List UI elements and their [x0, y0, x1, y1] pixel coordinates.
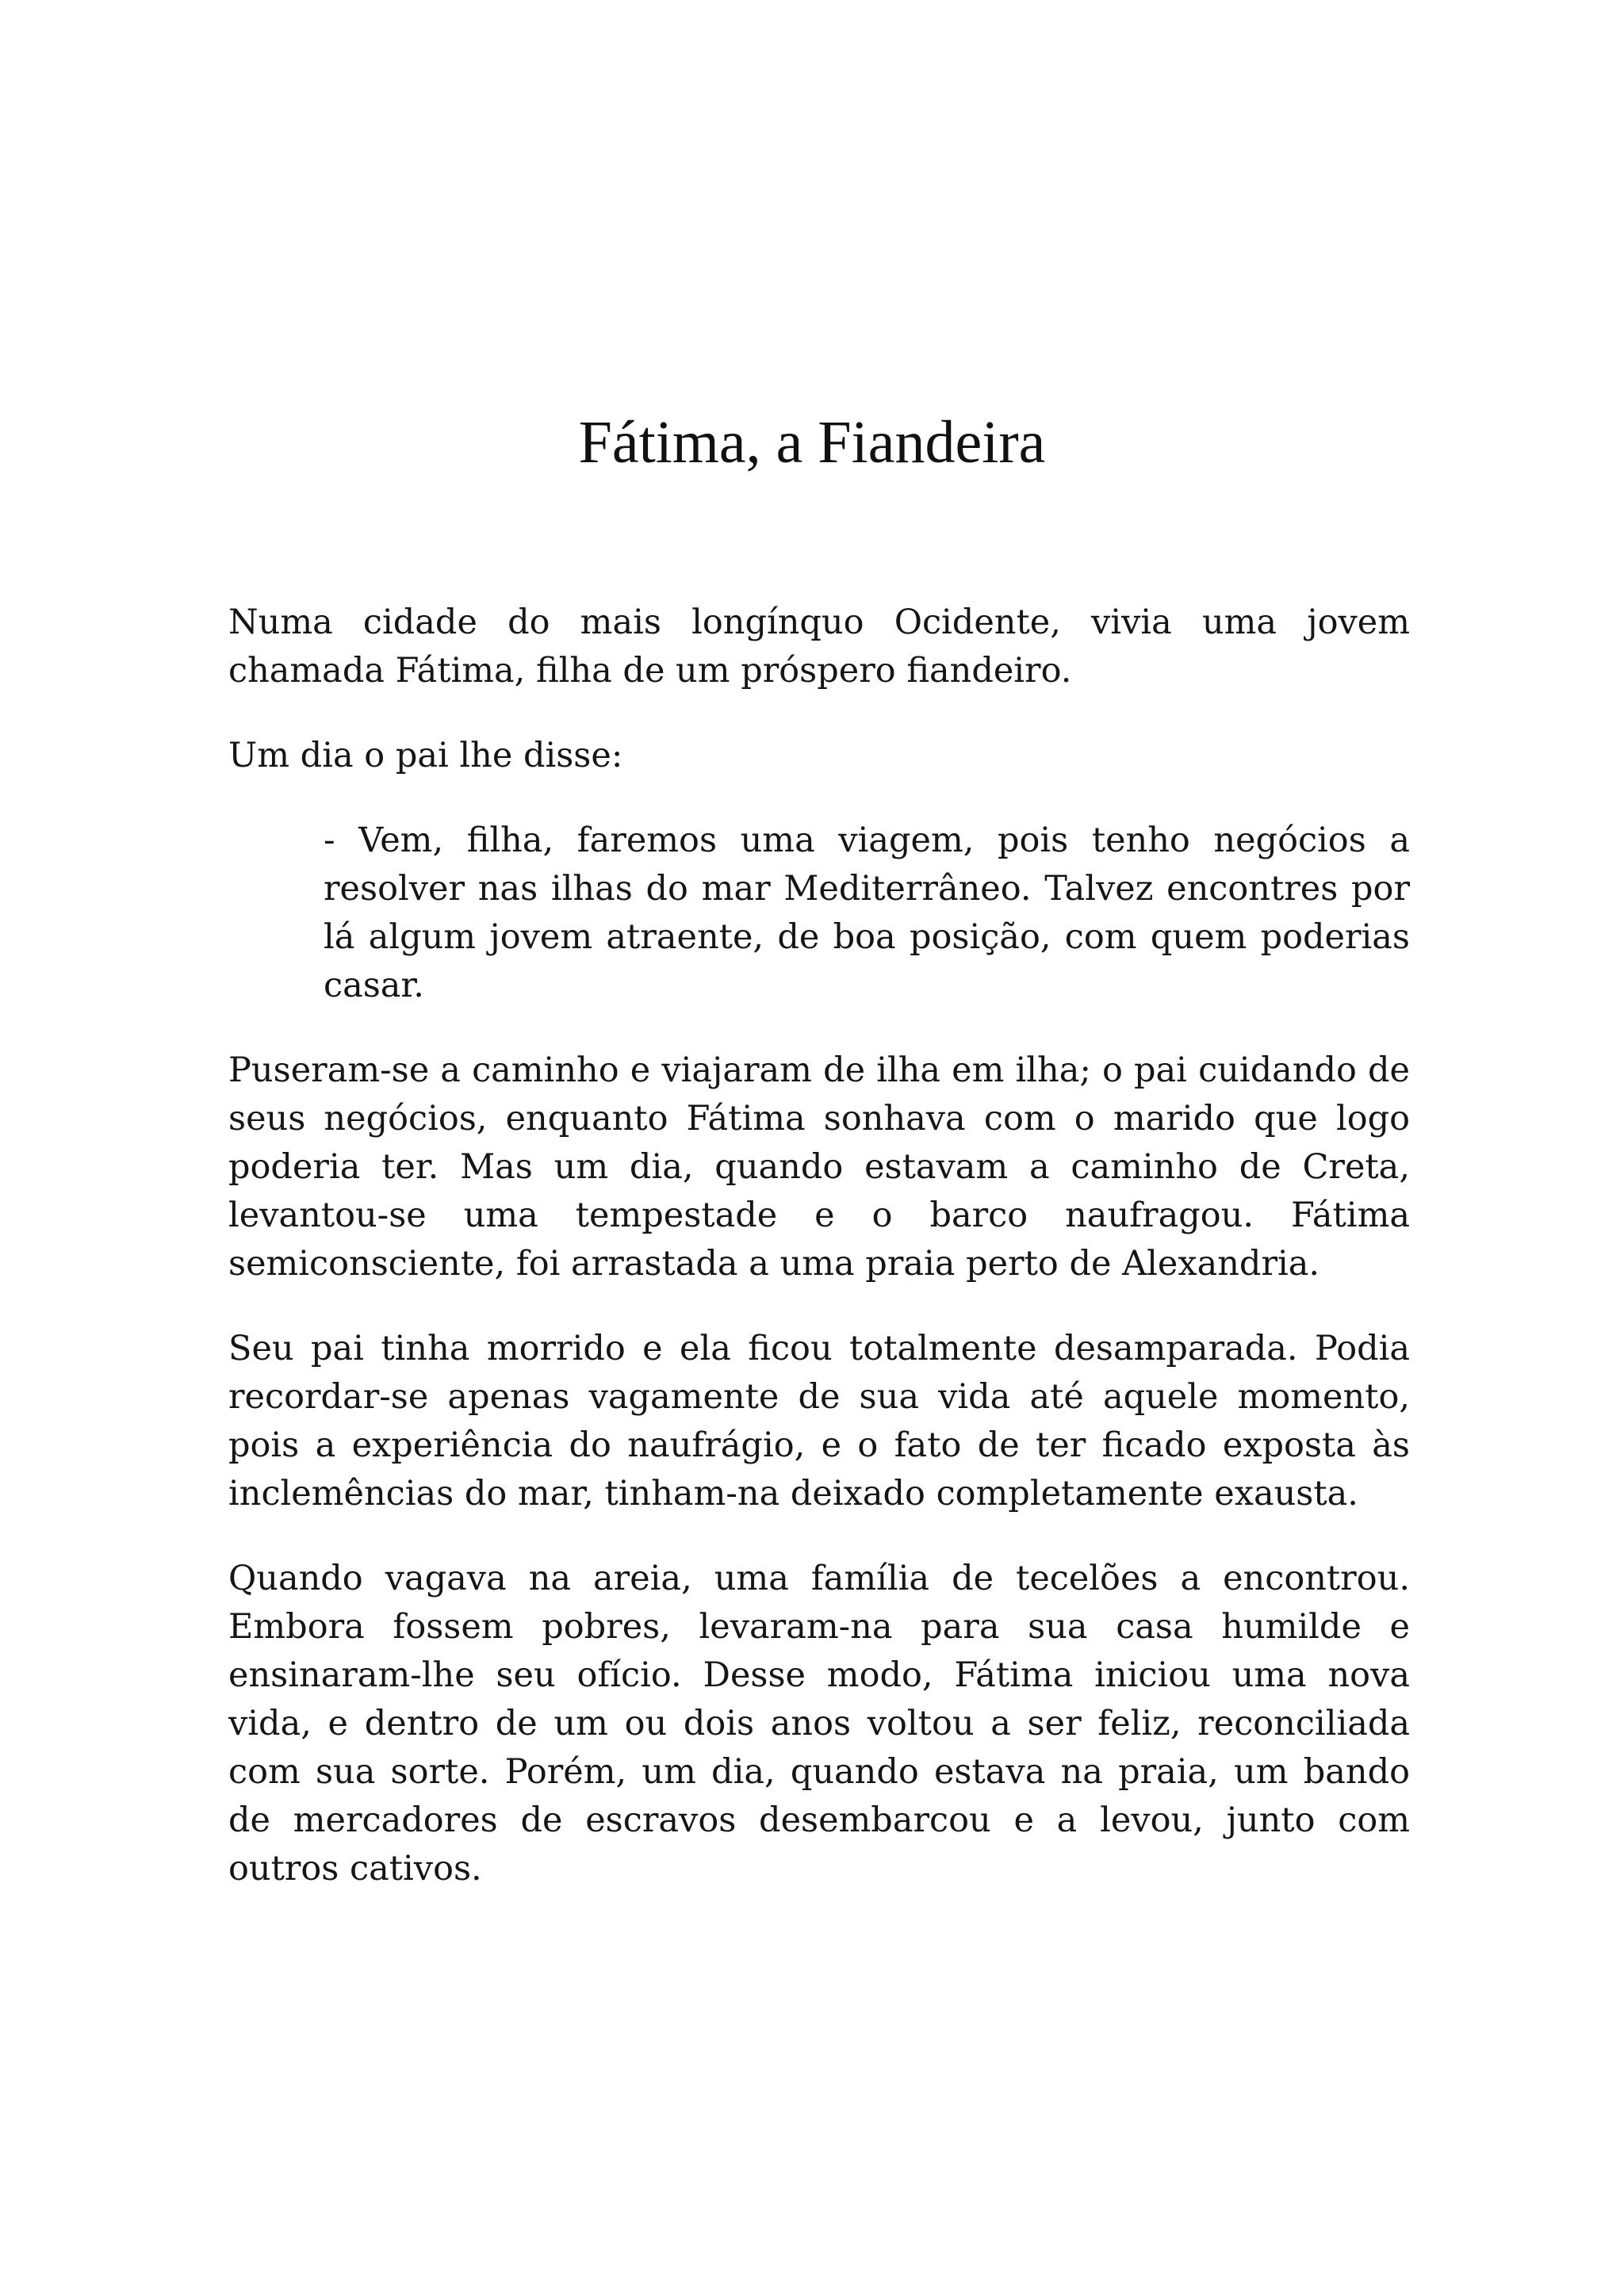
- paragraph-1: Numa cidade do mais longínquo Ocidente, vivia uma jovem chamada Fátima, filha de um próspero fiandeiro.: [228, 603, 1410, 691]
- paragraph-3-dialogue: - Vem, filha, faremos uma viagem, pois tenho negócios a resolver nas ilhas do mar Mediterrâneo. Talvez encontres por lá algum jovem atraente, de boa posição, com quem poderias casar.: [324, 821, 1410, 1005]
- document-title: Fátima, a Fiandeira: [578, 409, 1046, 476]
- paragraph-6: Quando vagava na areia, uma família de tecelões a encontrou. Embora fossem pobres, levaram-na para sua casa humilde e ensinaram-lhe seu ofício. Desse modo, Fátima iniciou uma nova vida, e dentro de um ou dois anos voltou a ser feliz, reconciliada com sua sorte. Porém, um dia, quando estava na praia, um bando de mercadores de escravos desembarcou e a levou, junto com outros cativos.: [228, 1559, 1410, 1888]
- paragraph-4: Puseram-se a caminho e viajaram de ilha em ilha; o pai cuidando de seus negócios, enquanto Fátima sonhava com o marido que logo poderia ter. Mas um dia, quando estavam a caminho de Creta, levantou-se uma tempestade e o barco naufragou. Fátima semiconsciente, foi arrastada a uma praia perto de Alexandria.: [228, 1050, 1410, 1284]
- paragraph-2: Um dia o pai lhe disse:: [228, 736, 623, 775]
- document-body: [228, 599, 1410, 1930]
- paragraph-5: Seu pai tinha morrido e ela ficou totalmente desamparada. Podia recordar-se apenas vagamente de sua vida até aquele momento, pois a experiência do naufrágio, e o fato de ter ficado exposta às inclemências do mar, tinham-na deixado completamente exausta.: [228, 1329, 1410, 1513]
